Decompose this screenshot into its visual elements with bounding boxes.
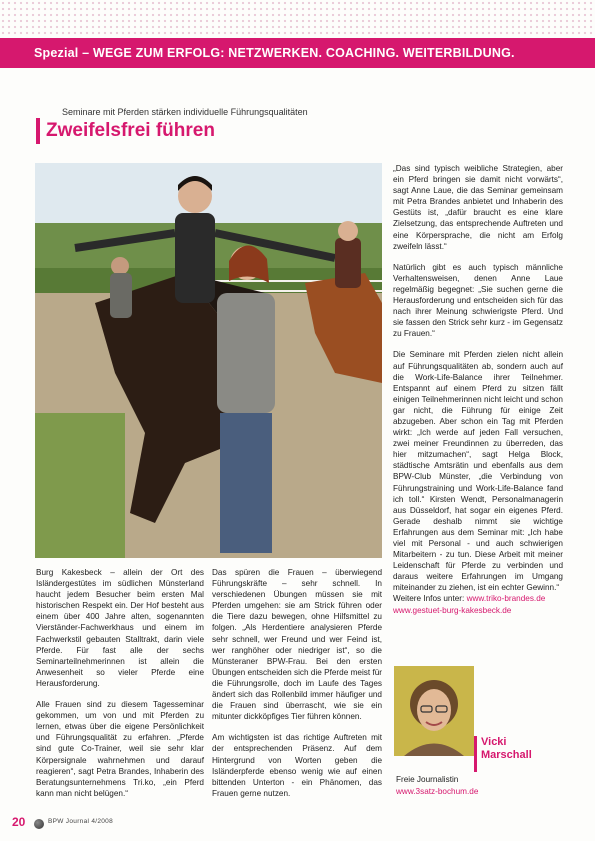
paragraph: Alle Frauen sind zu diesem Tagesseminar gekommen, um von und mit Pferden zu lernen, etwas über die eigene Persönlichkeit und Führungsqualität zu erfahren. „Pferde sind gute Co-Trainer, weil sie sehr klar Körpersignale wahrnehmen und darauf reagieren“, sagt Petra Brandes, Inhaberin des Beratungsunternehmens Tri.ko, „ein Pferd kann man nicht belügen.“ [36, 700, 204, 798]
paragraph: Am wichtigsten ist das richtige Auftreten mit der entsprechenden Präsenz. Auf dem Hintergrund von Worten geben die Isländerpferde ebenso wenig wie auf einen bittenden Unterton - ein Phänomen, das Frauen gerne nutzen. [212, 733, 382, 798]
article-column-1 [36, 567, 204, 809]
article-column-2 [212, 567, 382, 809]
link-triko-brandes[interactable]: www.triko-brandes.de [466, 594, 546, 604]
author-name [474, 736, 565, 772]
link-gestuet-burg-kakesbeck[interactable]: www.gestuet-burg-kakesbeck.de [393, 605, 512, 615]
page-number: 20 [12, 815, 26, 829]
article-headline: Zweifelsfrei führen [36, 118, 226, 144]
more-info-label: Weitere Infos unter: [393, 594, 465, 604]
paragraph: Burg Kakesbeck – allein der Ort des Isländergestütes im südlichen Münsterland haucht jedem Besucher beim ersten Mal historischen Respekt ein. Der Hof besteht aus einem über 400 Jahre alten, sogenannten Vierständer-Fachwerkhaus und einem im Fachwerkstil gebauten Stalltrakt, darin viele Pferde. Für fast alle der sechs Seminarteilnehmerinnen ist allein die Anwesenheit so vieler Pferde eine Herausforderung. [36, 568, 204, 688]
journal-issue: BPW Journal 4/2008 [48, 818, 114, 825]
author-first-name: Vicki [481, 736, 507, 748]
section-banner: Spezial – WEGE ZUM ERFOLG: NETZWERKEN. COACHING. WEITERBILDUNG. [0, 38, 595, 68]
paragraph: Das spüren die Frauen – überwiegend Führungskräfte – sehr schnell. In verschiedenen Übungen müssen sie mit Pferden umgehen: sie am Strick führen oder die Tiere dazu bewegen, ohne Hilfsmittel zu folgen. „Als Herdentiere analysieren Pferde sehr schnell, wer Freund und wer Feind ist, wer ranghöher oder niedriger ist“, so die Münsteraner BPW-Frau. Bei den ersten Übungen entscheiden sich die Pferde meist für die Führungsrolle, doch im Laufe des Tages ändert sich das Rollenbild immer häufiger und die Frauen sind überrascht, wie sie ein mitunter dickköpfiges Tier führen können. [212, 568, 382, 722]
article-kicker: Seminare mit Pferden stärken individuelle Führungsqualitäten [62, 107, 308, 117]
author-role: Freie Journalistin [396, 775, 459, 784]
paragraph: Natürlich gibt es auch typisch männliche Verhaltensweisen, denen Anne Laue regelmäßig begegnet: „Sie suchen gerne die Herausforderung und entscheiden sich für das nach ihrer Meinung schwierigste Pferd. Und sie fassen den Strick sehr kurz - im Gegensatz zu Frauen.“ [393, 262, 563, 339]
article-column-3 [393, 163, 563, 616]
more-info [393, 593, 563, 615]
header-dot-pattern [0, 0, 595, 38]
author-website-link[interactable]: www.3satz-bochum.de [396, 787, 479, 796]
globe-icon [34, 819, 44, 829]
paragraph: Die Seminare mit Pferden zielen nicht allein auf Führungsqualitäten ab, sondern auch auf die Work-Life-Balance ihrer Teilnehmer. Entspannt auf einem Pferd zu sitzen fällt einigen Teilnehmerinnen nicht leicht und schon gar nicht, die Führung für einige Zeit abzugeben. Aber schon ein Tag mit Pferden wirkt: „Ich werde auf jeden Fall versuchen, zwei meiner Freundinnen zu überreden, das hier mitzumachen“, sagt Helga Block, städtische Amtsrätin und ebenfalls aus dem BPW-Club Münster, „die Verbindung von Führungstraining und Work-Life-Balance fand ich toll.“ Kirsten Wendt, Personalmanagerin aus Düsseldorf, hat sogar ein eigenes Pferd. Gerade deshalb nimmt sie wichtige Erfahrungen aus dem Seminar mit: „Ich habe viel mit Personal - und auch schwierigen Mitarbeitern - zu tun. Diese Arbeit mit meiner Leidenschaft für Pferde zu verbinden und daraus weitere Erfahrungen im Umgang miteinander zu ziehen, ist ein echter Gewinn.“ [393, 350, 563, 593]
author-photo [394, 666, 474, 756]
author-last-name: Marschall [481, 749, 532, 761]
paragraph: „Das sind typisch weibliche Strategien, aber ein Pferd bringen sie damit nicht vorwärts“, sagt Anne Laue, die das Seminar gemeinsam mit Petra Brandes anbietet und Inhaberin des Gestüts ist, „dafür braucht es eine klare Zielsetzung, das entsprechende Auftreten und eine Körpersprache, die nicht am Erfolg zweifeln lässt.“ [393, 164, 563, 251]
article-photo-horse-seminar [35, 163, 382, 558]
